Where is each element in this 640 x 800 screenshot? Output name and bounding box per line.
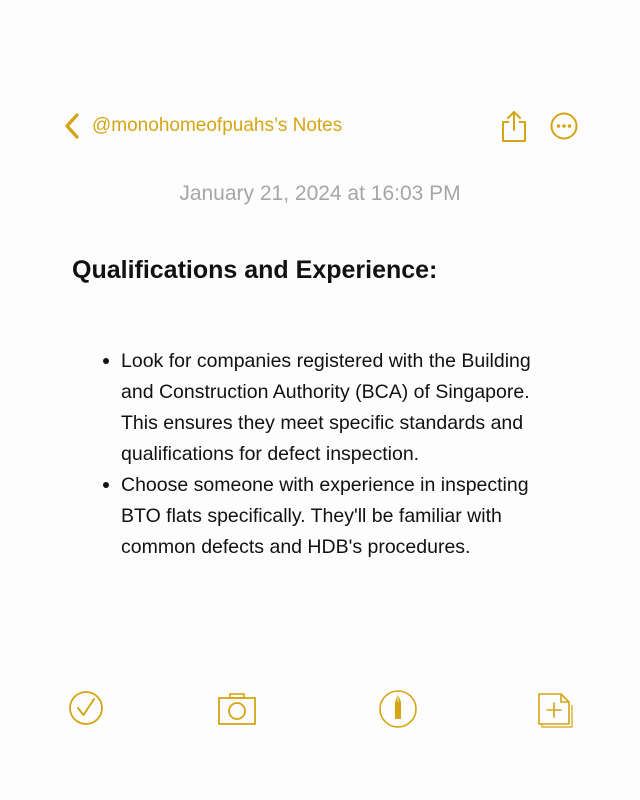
checklist-icon [68, 690, 104, 726]
chevron-left-icon [62, 111, 82, 141]
back-button[interactable] [62, 111, 342, 141]
markup-button[interactable] [378, 689, 418, 729]
checklist-button[interactable] [68, 690, 104, 726]
navigation-bar [62, 107, 578, 145]
note-bullet-list[interactable] [100, 346, 560, 563]
back-label: @monohomeofpuahs’s Notes [92, 115, 343, 136]
pen-markup-icon [378, 689, 418, 729]
note-title[interactable]: Qualifications and Experience: [72, 256, 438, 284]
camera-icon [217, 692, 257, 726]
note-date: January 21, 2024 at 16:03 PM [179, 182, 461, 205]
compose-button[interactable] [537, 692, 573, 728]
more-icon[interactable] [550, 112, 578, 140]
camera-button[interactable] [217, 692, 257, 726]
list-item[interactable]: Look for companies registered with the Building and Construction Authority (BCA) of Singapore. This ensures they meet specific standards and qualifications for defect inspection. [100, 346, 560, 470]
list-item[interactable]: Choose someone with experience in inspecting BTO flats specifically. They'll be familiar with common defects and HDB's procedures. [100, 470, 560, 563]
new-note-icon [537, 692, 573, 728]
nav-actions [500, 109, 578, 143]
share-icon[interactable] [500, 109, 528, 143]
